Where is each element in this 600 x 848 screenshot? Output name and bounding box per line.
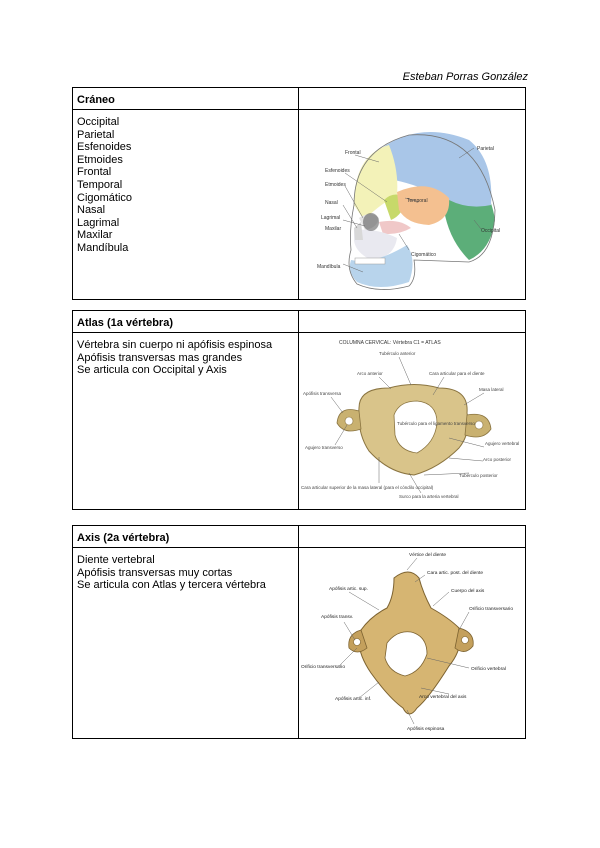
- axis-figure-cell: [299, 548, 526, 739]
- atlas-label-anterior-tubercle: Tubérculo anterior: [379, 351, 416, 356]
- list-item: Esfenoides: [77, 141, 132, 154]
- list-item: Parietal: [77, 128, 115, 141]
- skull-label-mandible: Mandíbula: [317, 264, 341, 270]
- skull-label-frontal: Frontal: [345, 150, 361, 156]
- temporal-region: [397, 186, 449, 225]
- atlas-header-empty: [299, 311, 526, 333]
- zygomatic-region: [379, 221, 411, 234]
- atlas-figure-title: COLUMNA CERVICAL: Vértebra C1 = ATLAS: [339, 340, 441, 346]
- skull-bone-list: [73, 110, 299, 300]
- axis-illustration: [299, 548, 525, 733]
- axis-card: [72, 525, 526, 739]
- skull-label-occipital: Occipital: [481, 228, 501, 234]
- skull-label-sphenoid: Esfenoides: [325, 168, 350, 174]
- atlas-figure-cell: [299, 333, 526, 510]
- skull-figure-cell: [299, 110, 526, 300]
- atlas-label-transverse-ligament-tubercle: Tubérculo para el ligamento transverso: [397, 421, 475, 426]
- list-item: Cigomático: [77, 191, 133, 204]
- skull-label-temporal: Temporal: [407, 198, 428, 204]
- atlas-title: Atlas (1a vértebra): [73, 311, 299, 333]
- skull-label-maxilla: Maxilar: [325, 226, 342, 232]
- atlas-illustration: [299, 333, 525, 504]
- axis-label-spinous-process: Apófisis espinosa: [407, 727, 445, 732]
- list-item: Apófisis transversas muy cortas: [77, 566, 233, 579]
- axis-label-vertebral-foramen: Orificio vertebral: [471, 667, 506, 672]
- axis-label-transverse-foramen-left: Orificio transversario: [301, 665, 345, 670]
- list-item: Se articula con Atlas y tercera vértebra: [77, 579, 266, 592]
- list-item: Nasal: [77, 204, 106, 217]
- atlas-label-posterior-arch: Arco posterior: [483, 457, 512, 462]
- list-item: Maxilar: [77, 229, 113, 242]
- atlas-label-lateral-mass: Masa lateral: [479, 387, 504, 392]
- list-item: Se articula con Occipital y Axis: [77, 364, 227, 377]
- list-item: Etmoides: [77, 153, 123, 166]
- atlas-label-dens-facet: Cara articular para el diente: [429, 371, 485, 376]
- axis-label-inferior-articular: Apófisis artic. inf.: [335, 697, 372, 702]
- axis-description: [73, 548, 299, 739]
- axis-title: Axis (2a vértebra): [73, 526, 299, 548]
- list-item: Mandíbula: [77, 241, 129, 254]
- skull-label-ethmoid: Etmoides: [325, 182, 346, 188]
- list-item: Vértebra sin cuerpo ni apófisis espinosa: [77, 339, 273, 351]
- list-item: Temporal: [77, 178, 123, 191]
- axis-header-empty: [299, 526, 526, 548]
- nasal-region: [354, 222, 363, 240]
- atlas-label-superior-articular-facet: Cara articular superior de la masa lateral (para el cóndilo occipital): [301, 485, 434, 490]
- atlas-label-transverse-foramen: Agujero transverso: [305, 445, 343, 450]
- list-item: Frontal: [77, 166, 112, 179]
- skull-label-zygomatic: Cigomático: [411, 252, 437, 258]
- list-item: Lagrimal: [77, 216, 120, 229]
- list-item: Apófisis transversas mas grandes: [77, 351, 243, 364]
- skull-header-empty: [299, 88, 526, 110]
- axis-label-transverse-foramen-right: Orificio transversario: [469, 607, 513, 612]
- atlas-description: [73, 333, 299, 510]
- axis-label-vertebral-arch: Arco vertebral del axis: [419, 695, 467, 700]
- axis-label-dens-apex: Vértice del diente: [409, 553, 447, 558]
- list-item: Diente vertebral: [77, 554, 155, 566]
- axis-label-body: Cuerpo del axis: [451, 589, 485, 594]
- atlas-label-posterior-tubercle: Tubérculo posterior: [459, 473, 498, 478]
- skull-title: Cráneo: [73, 88, 299, 110]
- axis-label-dens-posterior-facet: Cara artic. post. del diente: [427, 571, 483, 576]
- atlas-label-vertebral-artery-groove: Surco para la arteria vertebral: [399, 494, 459, 499]
- author-name: Esteban Porras González: [402, 71, 528, 83]
- atlas-label-transverse-process: Apófisis transversa: [303, 391, 342, 396]
- axis-label-transverse-process: Apófisis transv.: [321, 615, 354, 620]
- skull-card: [72, 87, 526, 300]
- skull-label-parietal: Parietal: [477, 146, 494, 152]
- skull-illustration: [299, 110, 525, 294]
- skull-label-nasal: Nasal: [325, 200, 338, 206]
- skull-label-lacrimal: Lagrimal: [321, 215, 341, 221]
- atlas-label-vertebral-foramen: Agujero vertebral: [485, 441, 520, 446]
- atlas-label-anterior-arch: Arco anterior: [357, 371, 383, 376]
- axis-label-superior-articular: Apófisis artic. sup.: [329, 587, 368, 592]
- list-item: Occipital: [77, 116, 120, 128]
- atlas-card: [72, 310, 526, 510]
